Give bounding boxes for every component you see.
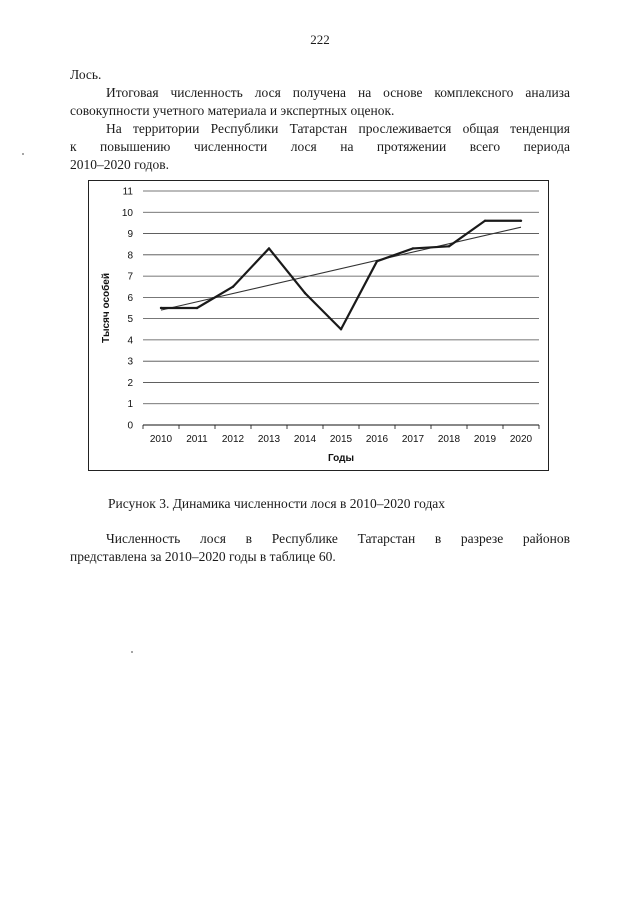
y-tick-label: 1: [127, 399, 133, 411]
page-number: 222: [310, 32, 330, 47]
paragraph-2-line-3: 2010–2020 годов.: [70, 157, 170, 172]
paragraph-2-line-2: к повышению численности лося на протяжении всего периода: [70, 139, 570, 154]
data-point: [484, 220, 486, 222]
y-tick-label: 3: [127, 356, 133, 368]
data-point: [520, 220, 522, 222]
figure-caption: Рисунок 3. Динамика численности лося в 2010–2020 годах: [108, 496, 446, 511]
data-point: [196, 307, 198, 309]
scan-speck: [22, 153, 24, 155]
y-tick-label: 4: [127, 335, 133, 347]
y-axis-title: Тысяч особей: [101, 272, 112, 344]
x-axis-title: Годы: [327, 453, 355, 464]
x-tick-label: 2016: [365, 434, 389, 445]
series-line: [161, 221, 521, 329]
paragraph-2-line-1: На территории Республики Татарстан прослеживается общая тенденция: [106, 121, 570, 136]
y-tick-label: 6: [127, 292, 133, 304]
data-point: [376, 260, 378, 262]
y-tick-label: 9: [127, 229, 133, 241]
y-tick-label: 10: [121, 207, 133, 219]
y-tick-label: 2: [127, 377, 133, 389]
x-tick-label: 2011: [186, 434, 208, 445]
data-point: [232, 286, 234, 288]
y-tick-label: 11: [122, 186, 133, 198]
x-tick-label: 2019: [473, 434, 497, 445]
paragraph-1-line-1: Итоговая численность лося получена на основе комплексного анализа: [106, 85, 570, 100]
data-point: [448, 245, 450, 247]
data-point: [412, 247, 414, 249]
y-tick-label: 8: [127, 250, 133, 262]
paragraph-heading: [70, 66, 570, 84]
data-point: [268, 247, 270, 249]
moose-population-chart: [88, 180, 549, 471]
data-point: [304, 292, 306, 294]
x-tick-label: 2017: [401, 434, 425, 445]
x-tick-label: 2018: [437, 434, 461, 445]
x-tick-label: 2012: [221, 434, 245, 445]
x-tick-label: 2015: [329, 434, 353, 445]
y-tick-label: 0: [127, 420, 133, 432]
y-tick-label: 7: [127, 271, 133, 283]
heading-moose: Лось.: [70, 67, 102, 82]
paragraph-3-line-1: Численность лося в Республике Татарстан в разрезе районов: [106, 531, 570, 546]
x-tick-label: 2010: [149, 434, 173, 445]
paragraph-1-line-2: совокупности учетного материала и экспертных оценок.: [70, 103, 395, 118]
data-point: [160, 307, 162, 309]
y-tick-label: 5: [127, 314, 133, 326]
paragraph-3-line-2: представлена за 2010–2020 годы в таблице 60.: [70, 549, 336, 564]
data-point: [340, 328, 342, 330]
x-tick-label: 2020: [509, 434, 533, 445]
x-tick-label: 2013: [257, 434, 281, 445]
scan-speck: [131, 651, 133, 653]
x-tick-label: 2014: [293, 434, 317, 445]
